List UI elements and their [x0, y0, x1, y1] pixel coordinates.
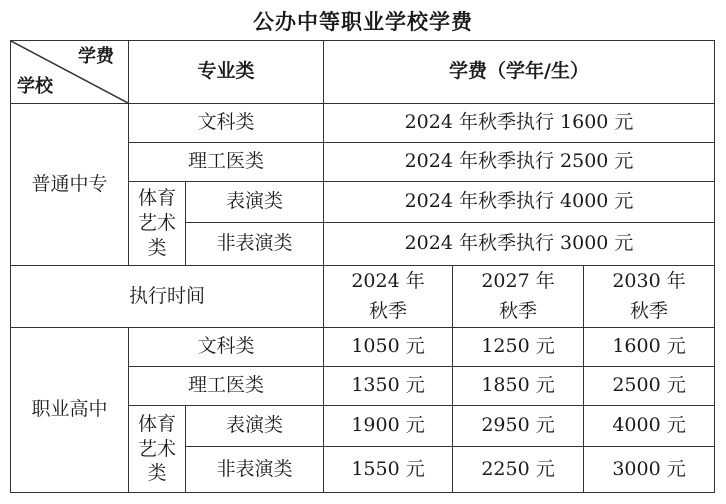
arts-group-cell: [129, 406, 186, 493]
fee-cell: 2500 元: [584, 367, 715, 406]
general-school-cell: 普通中专: [11, 104, 129, 266]
schedule-row: [11, 266, 715, 328]
vocational-school-cell: 职业高中: [11, 328, 129, 493]
major-cell: 表演类: [186, 182, 324, 223]
table-row: [11, 328, 715, 367]
major-cell: 理工医类: [129, 143, 324, 182]
arts-group-cell: [129, 182, 186, 266]
table-header-row: [11, 41, 715, 104]
document-title: 公办中等职业学校学费: [253, 10, 473, 34]
period-cell: [453, 266, 584, 328]
fee-cell: 1600 元: [584, 328, 715, 367]
schedule-label: 执行时间: [11, 266, 324, 328]
corner-fee-label: 学费: [78, 46, 114, 67]
major-header: 专业类: [129, 41, 324, 104]
fee-cell: 3000 元: [584, 447, 715, 493]
fee-cell: 1900 元: [324, 406, 453, 447]
period-year: 2030 年: [612, 270, 686, 293]
fee-cell: 2250 元: [453, 447, 584, 493]
period-season: 秋季: [630, 299, 669, 322]
major-cell: 文科类: [129, 328, 324, 367]
fee-cell: 2024 年秋季执行 1600 元: [324, 104, 715, 143]
major-cell: 表演类: [186, 406, 324, 447]
table-row: [11, 104, 715, 143]
fee-cell: 1050 元: [324, 328, 453, 367]
fee-cell: 2950 元: [453, 406, 584, 447]
tuition-table: [10, 40, 715, 493]
fee-cell: 4000 元: [584, 406, 715, 447]
period-season: 秋季: [499, 299, 538, 322]
fee-cell: 2024 年秋季执行 2500 元: [324, 143, 715, 182]
fee-cell: 1250 元: [453, 328, 584, 367]
fee-header: 学费（学年/生）: [324, 41, 715, 104]
fee-cell: 2024 年秋季执行 4000 元: [324, 182, 715, 223]
fee-cell: 1550 元: [324, 447, 453, 493]
fee-cell: 2024 年秋季执行 3000 元: [324, 223, 715, 266]
major-cell: 理工医类: [129, 367, 324, 406]
period-year: 2024 年: [351, 270, 425, 293]
arts-group-label: 体育艺术类: [137, 187, 176, 259]
corner-school-label: 学校: [17, 75, 53, 97]
period-year: 2027 年: [481, 270, 555, 293]
corner-header-cell: [11, 41, 129, 104]
major-cell: 非表演类: [186, 223, 324, 266]
period-cell: [324, 266, 453, 328]
arts-group-label: 体育艺术类: [137, 412, 176, 485]
major-cell: 文科类: [129, 104, 324, 143]
period-season: 秋季: [369, 299, 408, 322]
major-cell: 非表演类: [186, 447, 324, 493]
period-cell: [584, 266, 715, 328]
fee-cell: 1850 元: [453, 367, 584, 406]
fee-cell: 1350 元: [324, 367, 453, 406]
